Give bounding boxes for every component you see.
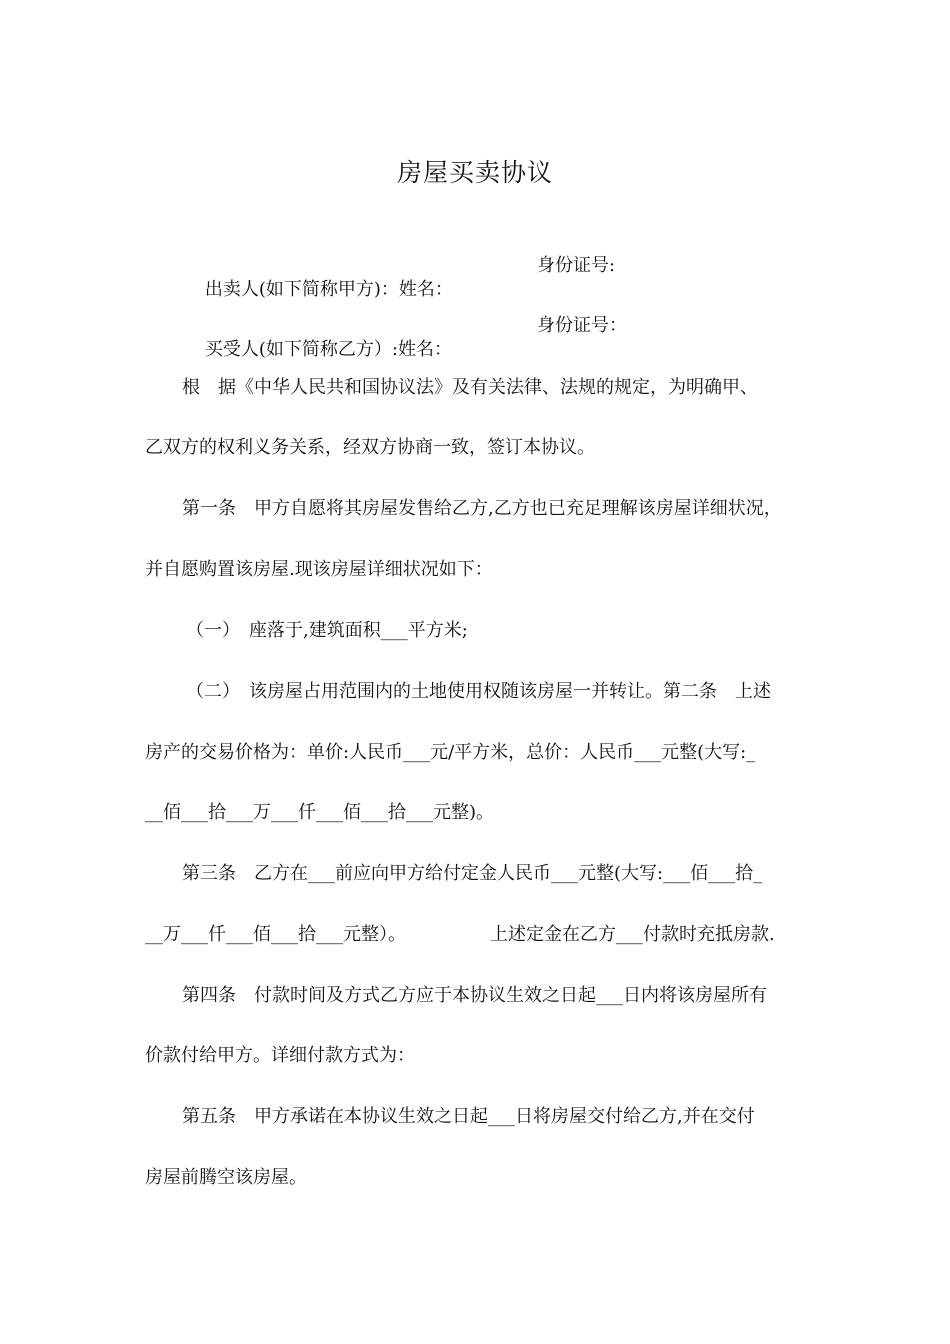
- paragraph-line: __佰___拾___万___仟___佰___拾___元整)。: [145, 802, 495, 823]
- paragraph-line: 房屋前腾空该房屋。: [145, 1167, 307, 1188]
- deposit-note: 上述定金在乙方___付款时充抵房款.: [490, 924, 775, 945]
- paragraph-line: __万___仟___佰___拾___元整）。: [145, 924, 406, 945]
- paragraph-line: 并自愿购置该房屋.现该房屋详细状况如下：: [145, 559, 493, 580]
- paragraph-line: （二） 该房屋占用范围内的土地使用权随该房屋一并转让。第二条 上述: [186, 681, 771, 702]
- document-title: 房屋买卖协议: [396, 158, 553, 187]
- paragraph-line: 房产的交易价格为：单价:人民币___元/平方米，总价：人民币___元整(大写:_: [145, 742, 756, 763]
- paragraph-line: （一） 座落于,建筑面积___平方米;: [186, 620, 468, 641]
- paragraph-line: 根 据《中华人民共和国协议法》及有关法律、法规的规定，为明确甲、: [182, 377, 758, 398]
- paragraph-line: 第四条 付款时间及方式乙方应于本协议生效之日起___日内将该房屋所有: [182, 985, 767, 1006]
- paragraph-line: 第一条 甲方自愿将其房屋发售给乙方,乙方也已充足理解该房屋详细状况，: [182, 498, 782, 519]
- paragraph-line: 第三条 乙方在___前应向甲方给付定金人民币___元整(大写:___佰___拾_: [182, 863, 763, 884]
- paragraph-line: 第五条 甲方承诺在本协议生效之日起___日将房屋交付给乙方,并在交付: [182, 1106, 755, 1127]
- seller-name-label: 出卖人(如下简称甲方)：姓名：: [204, 279, 453, 300]
- paragraph-line: 价款付给甲方。详细付款方式为：: [145, 1045, 415, 1066]
- seller-id-label: 身份证号:: [537, 255, 616, 276]
- paragraph-line: 乙双方的权利义务关系，经双方协商一致，签订本协议。: [145, 437, 595, 458]
- buyer-id-label: 身份证号：: [537, 315, 627, 336]
- buyer-name-label: 买受人(如下简称乙方）:姓名：: [204, 339, 452, 360]
